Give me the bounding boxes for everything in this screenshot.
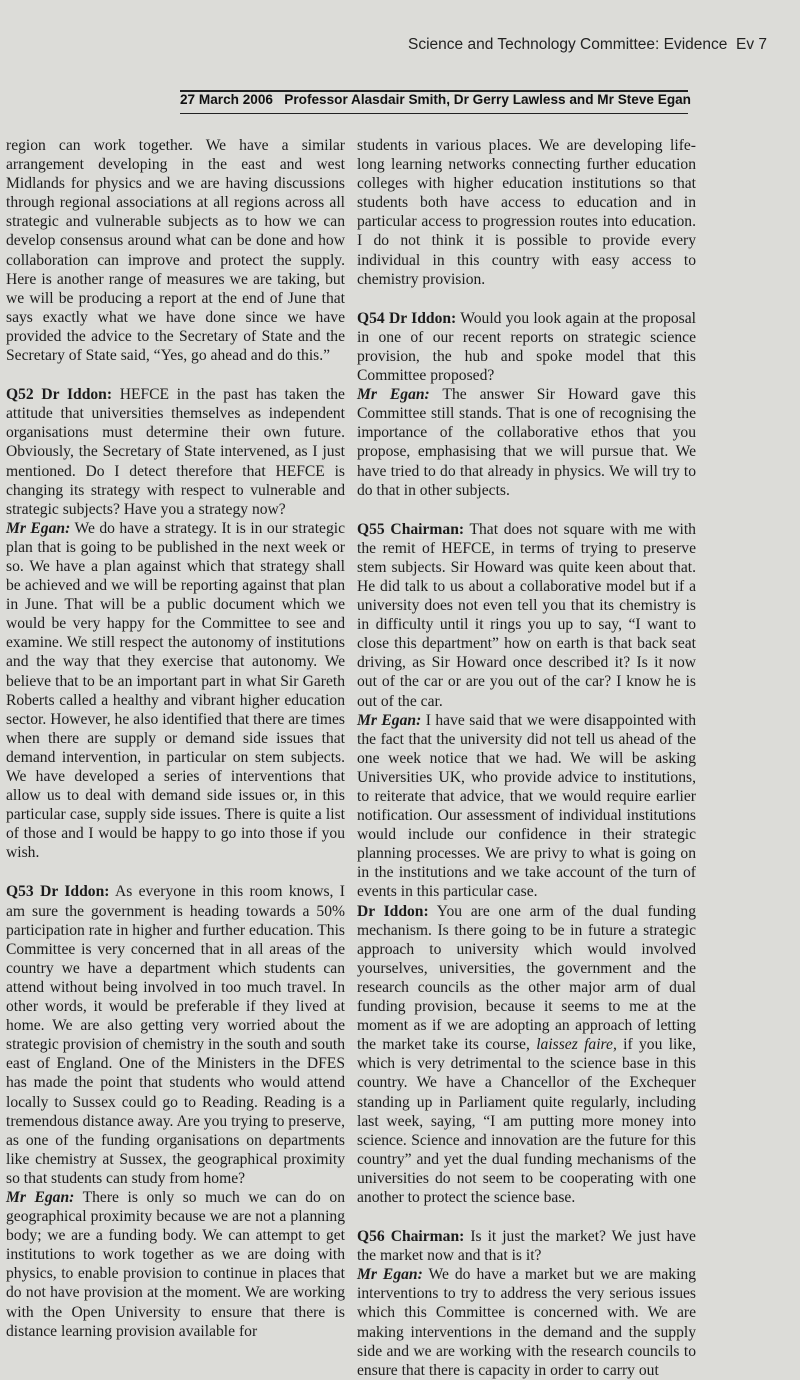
answer-text: I have said that we were disappointed with the fact that the university did not tell us ahead of the one week notice that we had. We will be asking Universities UK, who provide advice to institutions, to reiterate that advice, that we would require earlier notification. Our assessment of individual institutions would include our confidence in their strategic planning processes. We are privy to what is going on in the institutions and we take account of the turn of events in this particular case.: [357, 711, 696, 901]
speaker-label: Mr Egan:: [357, 1266, 423, 1284]
answer-q53: [6, 1188, 345, 1341]
question-text: That does not square with me with the remit of HEFCE, in terms of trying to preserve stem subjects. Sir Howard was quite keen about that. He did talk to us about a collaborative model but if a university does not even tell you that its chemistry is in difficulty until it rings you up to say, “I want to close this department” how on earth is that back seat driving, as Sir Howard once described it? Is it now out of the car or are you out of the car? I know he is out of the car.: [357, 520, 696, 710]
paragraph: region can work together. We have a similar arrangement developing in the east and west Midlands for physics and we are having discussions through regional associations at all regions across all strategic and vulnerable subjects as to how we can develop consensus around what can be done and how collaboration can improve and protect the supply. Here is another range of measures we are taking, but we will be producing a report at the end of June that says exactly what we have done since we have provided the advice to the Secretary of State and the Secretary of State said, “Yes, go ahead and do this.”: [6, 137, 345, 365]
remark-text: You are one arm of the dual funding mechanism. Is there going to be in future a strategic approach to university which would involved yourselves, universities, the government and the research councils as the other major arm of dual funding provision, because it seems to me at the moment as if we are adopting an approach of letting the market take its course,: [357, 902, 696, 1054]
speaker-label: Dr Iddon:: [357, 902, 429, 920]
question-q55: [357, 520, 696, 711]
question-text: As everyone in this room knows, I am sure the government is heading towards a 50% participation rate in higher and further education. This Committee is very concerned that in all areas of the country we have a department which students can attend without being involved in too much travel. In other words, it would be preferable if they lived at home. We are also getting very worried about the strategic provision of chemistry in the south and south east of England. One of the Ministers in the DFES has made the point that students who would attend locally to Sussex could go to Reading. Reading is a tremendous distance away. Are you trying to preserve, as one of the funding organisations on departments like chemistry at Sussex, the geographical proximity so that students can study from home?: [6, 883, 345, 1187]
speaker-label: Mr Egan:: [357, 711, 422, 729]
answer-text: We do have a strategy. It is in our strategic plan that is going to be published in the next week or so. We have a plan against which that strategy shall be achieved and we will be reporting against that plan in June. That will be a public document which we would be very happy for the Committee to see and examine. We still respect the autonomy of institutions and the way that they exercise that autonomy. We believe that to be an important part in what Sir Gareth Roberts called a healthy and vibrant higher education sector. However, he also identified that there are times when there are supply or demand side issues that demand intervention, in particular on stem subjects. We have developed a series of interventions that allow us to deal with demand side issues or, in this particular case, supply side issues. There is quite a list of those and I would be happy to go into those if you wish.: [6, 519, 346, 862]
question-q54: [357, 309, 696, 385]
session-line: 27 March 2006 Professor Alasdair Smith, Dr Gerry Lawless and Mr Steve Egan: [180, 92, 691, 107]
question-q52: [6, 385, 345, 519]
question-label: Q53 Dr Iddon:: [6, 883, 110, 901]
committee-evidence-title: Science and Technology Committee: Evidence: [408, 36, 728, 53]
question-label: Q56 Chairman:: [357, 1228, 465, 1246]
answer-q56: [357, 1265, 696, 1380]
right-column: [357, 136, 696, 1380]
question-q56: [357, 1227, 696, 1265]
answer-q55: [357, 711, 696, 902]
question-label: Q52 Dr Iddon:: [6, 386, 113, 404]
header-rule-bottom: [180, 113, 688, 114]
speaker-label: Mr Egan:: [357, 386, 430, 404]
paragraph: students in various places. We are developing life-long learning networks connecting further education colleges with higher education institutions so that students both have access to education and in particular access to progression routes into education. I do not think it is possible to provide every individual in this country with easy access to chemistry provision.: [357, 137, 696, 288]
iddon-remark: [357, 902, 696, 1208]
question-label: Q54 Dr Iddon:: [357, 309, 457, 327]
question-q53: [6, 882, 345, 1188]
answer-text: The answer Sir Howard gave this Committee still stands. That is one of recognising the importance of the collaborative ethos that you propose, emphasising that we will pursue that. We have tried to do that already in physics. We will try to do that in other subjects.: [357, 386, 696, 499]
question-text: HEFCE in the past has taken the attitude that universities themselves as independent organisations must determine their own future. Obviously, the Secretary of State intervened, as I just mentioned. Do I detect therefore that HEFCE is changing its strategy with respect to vulnerable and strategic subjects? Have you a strategy now?: [6, 386, 345, 518]
answer-q52: [6, 519, 345, 863]
running-header: [408, 36, 767, 54]
remark-text-cont: if you like, which is very detrimental to the science base in this country. We have a Chancellor of the Exchequer standing up in Parliament quite regularly, including last week, saying, “I am putting more money into science. Science and innovation are the future for this country” and yet the dual funding mechanisms of the universities do not seem to be cooperating with one another to protect the science base.: [357, 1036, 696, 1206]
question-text: Would you look again at the proposal in one of our recent reports on strategic science provision, the hub and spoke model that this Committee proposed?: [357, 309, 697, 385]
question-label: Q55 Chairman:: [357, 520, 465, 538]
speaker-label: Mr Egan:: [6, 519, 71, 537]
italic-phrase: laissez faire,: [536, 1036, 617, 1054]
answer-text: There is only so much we can do on geographical proximity because we are not a planning body; we are a funding body. We can attempt to get institutions to work together as we are doing with physics, to enable provision to continue in places that do not have provision at the moment. We are working with the Open University to ensure that there is distance learning provision available for: [6, 1188, 345, 1340]
left-column: [6, 136, 345, 1341]
speaker-label: Mr Egan:: [6, 1188, 75, 1206]
page-number: Ev 7: [736, 36, 768, 53]
answer-text: We do have a market but we are making interventions to try to address the very serious issues which this Committee is concerned with. We are making interventions in the demand and the supply side and we are working with the research councils to ensure that there is capacity in order to carry out: [357, 1266, 696, 1379]
answer-q54: [357, 385, 696, 500]
question-text: Is it just the market? We just have the market now and that is it?: [357, 1228, 696, 1265]
